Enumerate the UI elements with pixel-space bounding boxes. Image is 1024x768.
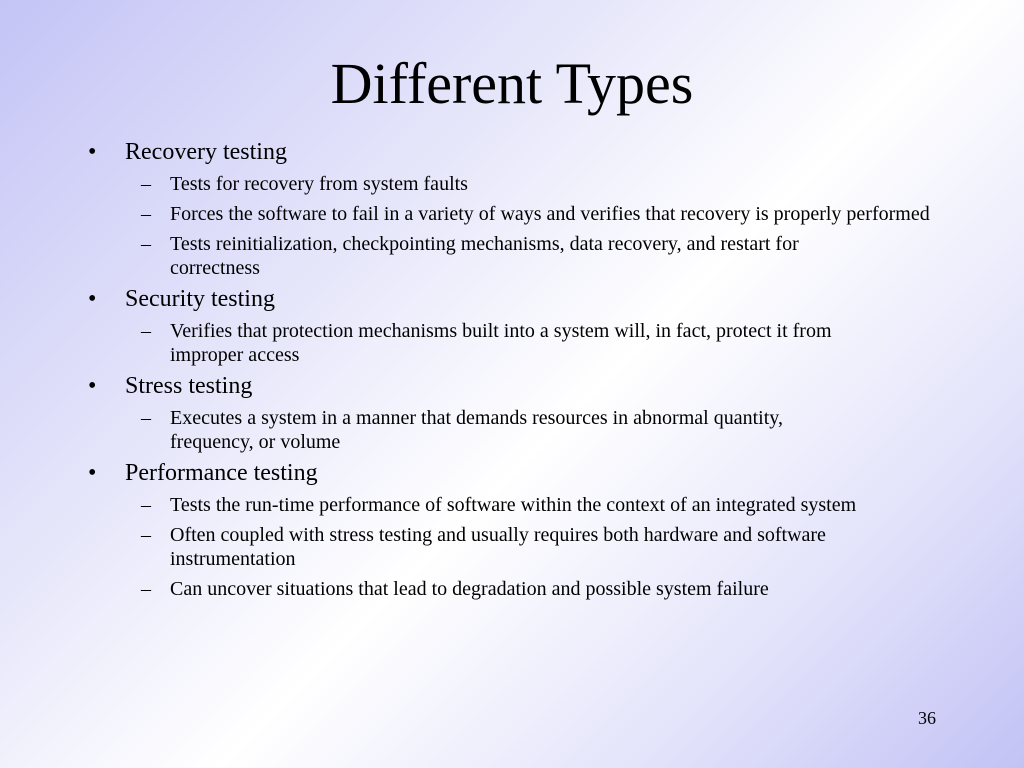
sub-bullet-text: Verifies that protection mechanisms built into a system will, in fact, protect it from improper access [170, 320, 832, 366]
bullet-marker: • [88, 373, 97, 399]
bullet-marker: • [88, 460, 97, 486]
sub-bullet-text: Executes a system in a manner that demands resources in abnormal quantity, frequency, or volume [170, 407, 783, 453]
bullet-security-testing [88, 285, 968, 313]
bullet-list [88, 138, 968, 601]
bullet-label: Stress testing [125, 373, 253, 399]
sub-bullet [88, 232, 880, 280]
bullet-label: Recovery testing [125, 139, 287, 165]
sub-bullet-text: Tests reinitialization, checkpointing mechanisms, data recovery, and restart for correctness [170, 233, 799, 279]
sub-bullet [88, 172, 940, 196]
slide-title: Different Types [330, 51, 694, 116]
bullet-marker: • [88, 139, 97, 165]
sub-bullet-text: Can uncover situations that lead to degradation and possible system failure [170, 578, 769, 600]
bullet-label: Performance testing [125, 460, 318, 486]
bullet-recovery-testing [88, 138, 968, 166]
sub-bullet-text: Tests the run-time performance of software within the context of an integrated system [170, 494, 857, 516]
sub-bullet-marker: – [141, 203, 151, 225]
sub-bullet [88, 406, 870, 454]
bullet-label: Security testing [125, 286, 275, 312]
sub-bullet-marker: – [141, 173, 151, 195]
sub-bullet [88, 577, 970, 601]
sub-bullet-marker: – [141, 320, 151, 342]
sub-bullet-text: Forces the software to fail in a variety of ways and verifies that recovery is properly performed [170, 203, 930, 225]
page-number: 36 [918, 708, 936, 728]
sub-bullet-marker: – [141, 233, 151, 255]
sub-bullet-text: Often coupled with stress testing and usually requires both hardware and software instrumentation [170, 524, 826, 570]
bullet-marker: • [88, 286, 97, 312]
sub-bullet-marker: – [141, 578, 151, 600]
sub-bullet-marker: – [141, 407, 151, 429]
sub-bullet-marker: – [141, 494, 151, 516]
sub-bullet-marker: – [141, 524, 151, 546]
sub-bullet [88, 202, 940, 226]
sub-bullet-text: Tests for recovery from system faults [170, 173, 468, 195]
sub-bullet [88, 319, 870, 367]
bullet-stress-testing [88, 372, 968, 400]
sub-bullet [88, 523, 930, 571]
bullet-performance-testing [88, 459, 968, 487]
sub-bullet [88, 493, 880, 517]
